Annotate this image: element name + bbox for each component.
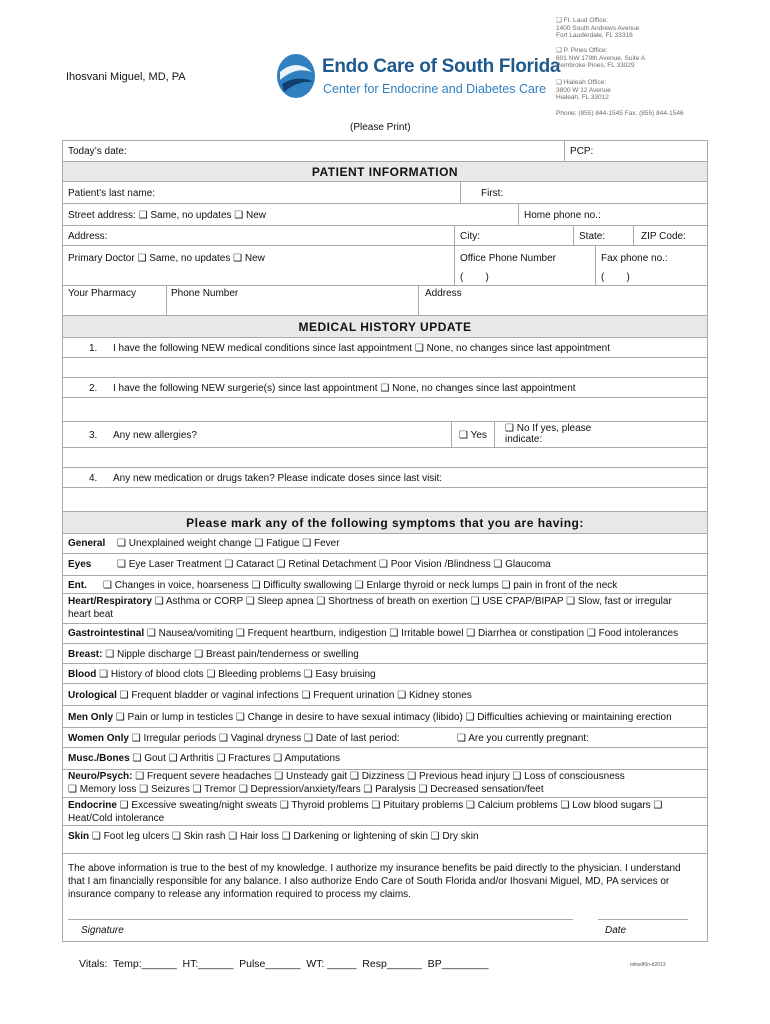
date-label: Date — [605, 925, 627, 936]
q1-text: I have the following NEW medical conditions since last appointment ❑ None, no changes since last appointment — [113, 343, 611, 354]
office-phone: Phone: (855) 844-1545 Fax: (855) 844-1546 — [556, 110, 684, 117]
history-q4-blank — [63, 487, 707, 511]
neuro-label: Neuro/Psych: — [68, 771, 133, 782]
uro-label: Urological — [68, 690, 117, 701]
logo-title: Endo Care of South Florida — [322, 56, 561, 77]
symptom-gi — [63, 623, 707, 643]
women-label: Women Only — [68, 733, 129, 744]
general-options[interactable]: ❑ Unexplained weight change ❑ Fatigue ❑ Fever — [117, 538, 340, 549]
consent-text: The above information is true to the best of my knowledge. I authorize my insurance benefits be paid directly to the physician. I understand that I am financially responsible for any balance. I also authorize Endo Care of South Florida and/or Ihosvani Miguel, MD, PA services or insurance company to release any information required to process my claims. — [68, 863, 681, 900]
skin-label: Skin — [68, 831, 90, 842]
men-label: Men Only — [68, 712, 114, 723]
office-ft-laud: ❑ Ft. Laud Office: 1400 South Andrews Avenue Fort Lauderdale, FL 33316 — [556, 17, 640, 39]
history-q2-row — [63, 377, 707, 397]
symptom-breast — [63, 643, 707, 663]
gi-label: Gastrointestinal — [68, 628, 145, 639]
symptom-skin — [63, 825, 707, 847]
medical-history-header: MEDICAL HISTORY UPDATE — [63, 315, 707, 337]
skin-options[interactable]: ❑ Foot leg ulcers ❑ Skin rash ❑ Hair loss ❑ Darkening or lightening of skin ❑ Dry skin — [89, 831, 479, 842]
men-options[interactable]: ❑ Pain or lump in testicles ❑ Change in desire to have sexual intimacy (libido) ❑ Difficulties achieving or maintaining erection — [113, 712, 672, 723]
history-q2-blank — [63, 397, 707, 421]
endo-label: Endocrine — [68, 800, 117, 811]
heart-options-cont: heart beat — [68, 609, 114, 620]
checkbox-icon: ❑ — [556, 79, 564, 86]
symptom-general — [63, 533, 707, 553]
pharmacy-address-label: Address — [425, 288, 462, 299]
gi-options[interactable]: ❑ Nausea/vomiting ❑ Frequent heartburn, indigestion ❑ Irritable bowel ❑ Diarrhea or constipation ❑ Food intolerances — [144, 628, 679, 639]
pcp-label: PCP: — [570, 146, 594, 157]
symptom-men — [63, 705, 707, 727]
pharmacy-phone-label: Phone Number — [171, 288, 239, 299]
symptom-eyes — [63, 553, 707, 575]
symptom-musc — [63, 747, 707, 769]
neuro-options-cont[interactable]: ❑ Memory loss ❑ Seizures ❑ Tremor ❑ Depression/anxiety/fears ❑ Paralysis ❑ Decreased sensation/feet — [68, 784, 544, 795]
pharmacy-row — [63, 285, 707, 315]
logo-mark — [274, 52, 318, 100]
ent-options[interactable]: ❑ Changes in voice, hoarseness ❑ Difficulty swallowing ❑ Enlarge thyroid or neck lumps ❑ pain in front of the neck — [103, 580, 618, 591]
breast-label: Breast: — [68, 649, 103, 660]
intake-form — [62, 140, 708, 942]
office-p-pines: ❑ P. Pines Office: 601 NW 179th Avenue, Suite A Pembroke Pines, FL 33029 — [556, 47, 646, 69]
allergies-indicate: indicate: — [505, 434, 543, 445]
symptoms-header: Please mark any of the following symptoms that you are having: — [63, 511, 707, 533]
history-q1-blank — [63, 357, 707, 377]
street-address-label: Street address: ❑ Same, no updates ❑ New — [68, 210, 267, 221]
office-phone-paren: ( ) — [460, 272, 489, 283]
history-q4-row — [63, 467, 707, 487]
symptom-ent — [63, 575, 707, 593]
endo-options[interactable]: ❑ Excessive sweating/night sweats ❑ Thyroid problems ❑ Pituitary problems ❑ Calcium problems ❑ Low blood sugars ❑ — [116, 800, 663, 811]
q4-number: 4. — [89, 473, 98, 484]
home-phone-label: Home phone no.: — [524, 210, 601, 221]
name-row — [63, 181, 707, 203]
address-label: Address: — [68, 231, 108, 242]
symptom-uro — [63, 683, 707, 705]
history-q3-row — [63, 421, 707, 447]
first-name-label: First: — [481, 188, 504, 199]
please-print: (Please Print) — [350, 122, 411, 133]
fax-paren: ( ) — [601, 272, 630, 283]
musc-options[interactable]: ❑ Gout ❑ Arthritis ❑ Fractures ❑ Amputations — [129, 753, 341, 764]
address-row — [63, 225, 707, 245]
date-row — [63, 141, 707, 161]
symptom-endo — [63, 797, 707, 825]
office-hialeah: ❑ Hialeah Office: 3800 W 12 Avenue Hialeah, FL 33012 — [556, 79, 611, 101]
signature-line[interactable] — [68, 919, 573, 920]
eyes-options[interactable]: ❑ Eye Laser Treatment ❑ Cataract ❑ Retinal Detachment ❑ Poor Vision /Blindness ❑ Glaucoma — [117, 559, 551, 570]
endo-options-cont[interactable]: Heat/Cold intolerance — [68, 813, 165, 824]
pregnant-checkbox[interactable]: ❑ Are you currently pregnant: — [457, 733, 589, 744]
q3-number: 3. — [89, 430, 98, 441]
symptom-heart — [63, 593, 707, 623]
musc-label: Musc./Bones — [68, 753, 130, 764]
signature-label: Signature — [81, 925, 124, 936]
street-row — [63, 203, 707, 225]
fax-label: Fax phone no.: — [601, 253, 668, 264]
neuro-options[interactable]: ❑ Frequent severe headaches ❑ Unsteady gait ❑ Dizziness ❑ Previous head injury ❑ Loss of consciousness — [132, 771, 625, 782]
blood-options[interactable]: ❑ History of blood clots ❑ Bleeding problems ❑ Easy bruising — [96, 669, 376, 680]
zip-label: ZIP Code: — [641, 231, 686, 242]
symptom-blood — [63, 663, 707, 683]
patient-info-header: PATIENT INFORMATION — [63, 161, 707, 181]
q4-text: Any new medication or drugs taken? Please indicate doses since last visit: — [113, 473, 443, 484]
checkbox-icon: ❑ — [556, 47, 564, 54]
uro-options[interactable]: ❑ Frequent bladder or vaginal infections ❑ Frequent urination ❑ Kidney stones — [116, 690, 472, 701]
allergies-yes-checkbox[interactable]: ❑ Yes — [459, 430, 487, 441]
last-name-label: Patient’s last name: — [68, 188, 156, 199]
pharmacy-label: Your Pharmacy — [68, 288, 136, 299]
city-label: City: — [460, 231, 480, 242]
symptom-neuro — [63, 769, 707, 797]
date-line[interactable] — [598, 919, 688, 920]
symptom-women — [63, 727, 707, 747]
state-label: State: — [579, 231, 606, 242]
primary-doctor-label: Primary Doctor ❑ Same, no updates ❑ New — [68, 253, 265, 264]
todays-date-label: Today’s date: — [68, 146, 127, 157]
checkbox-icon: ❑ — [556, 17, 564, 24]
q2-number: 2. — [89, 383, 98, 394]
q2-text: I have the following NEW surgerie(s) since last appointment ❑ None, no changes since last appointment — [113, 383, 576, 394]
office-phone-label: Office Phone Number — [460, 253, 556, 264]
history-q1-row — [63, 337, 707, 357]
vitals-line: Vitals: Temp:______ HT:______ Pulse______ WT: _____ Resp______ BP________ — [79, 958, 489, 970]
q1-number: 1. — [89, 343, 98, 354]
eyes-label: Eyes — [68, 559, 92, 570]
logo-subtitle: Center for Endocrine and Diabetes Care — [323, 82, 547, 96]
ent-label: Ent. — [68, 580, 87, 591]
form-code: mitself0n-d2013 — [630, 962, 666, 968]
heart-label: Heart/Respiratory — [68, 596, 152, 607]
breast-options[interactable]: ❑ Nipple discharge ❑ Breast pain/tenderness or swelling — [102, 649, 359, 660]
primary-doctor-row — [63, 245, 707, 285]
blood-label: Blood — [68, 669, 97, 680]
women-options[interactable]: ❑ Irregular periods ❑ Vaginal dryness ❑ Date of last period: — [128, 733, 400, 744]
history-q3-blank — [63, 447, 707, 467]
heart-options[interactable]: ❑ Asthma or CORP ❑ Sleep apnea ❑ Shortness of breath on exertion ❑ USE CPAP/BIPAP ❑ Slow, fast or irregular — [151, 596, 672, 607]
general-label: General — [68, 538, 106, 549]
doctor-name: Ihosvani Miguel, MD, PA — [66, 71, 186, 83]
consent-section — [63, 853, 707, 943]
allergies-no-checkbox[interactable]: ❑ No If yes, please — [505, 423, 592, 434]
q3-text: Any new allergies? — [113, 430, 197, 441]
